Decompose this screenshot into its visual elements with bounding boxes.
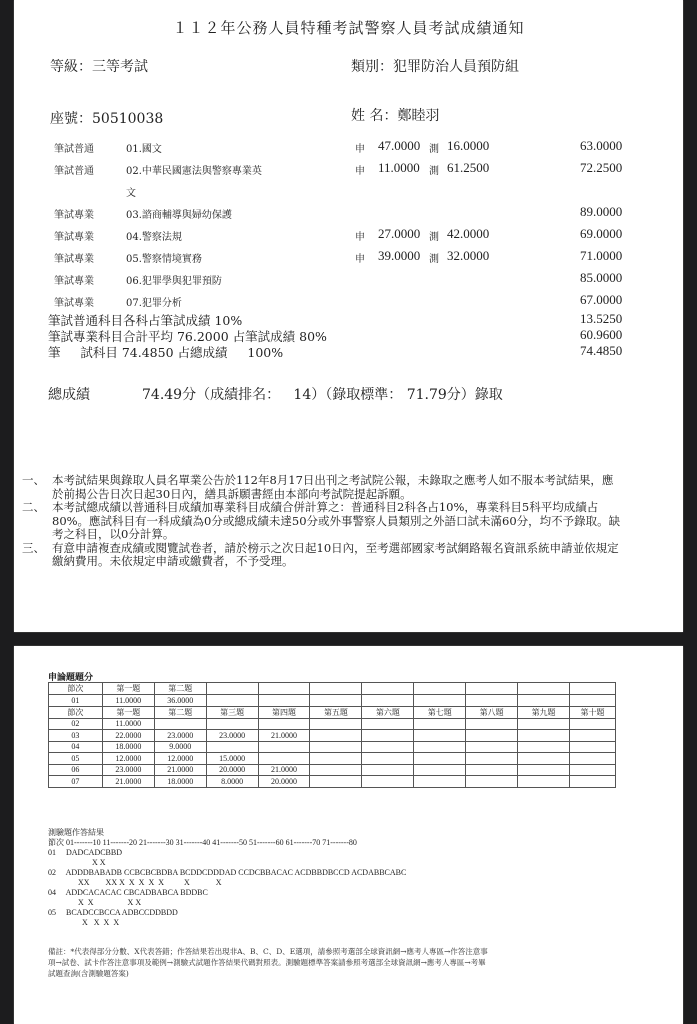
mc-row — [48, 888, 406, 908]
cell — [518, 753, 570, 765]
table-row — [49, 695, 616, 707]
candidate-name: 姓 名：鄭睦羽 — [351, 108, 440, 124]
cell — [310, 753, 362, 765]
cell — [310, 764, 362, 776]
header-cell — [466, 683, 518, 695]
cell — [570, 695, 616, 707]
essay-score: 11.0000 — [378, 160, 420, 175]
table-row — [49, 776, 616, 788]
header-cell — [258, 683, 310, 695]
header-cell: 第十題 — [570, 706, 616, 718]
cell — [258, 695, 310, 707]
mc-wrong-marks: X X X X — [76, 898, 142, 907]
mc-session: 02 — [48, 868, 56, 877]
subject-score: 69.0000 — [580, 226, 623, 241]
header-cell: 第三題 — [206, 706, 258, 718]
cell — [310, 695, 362, 707]
summary-professional-value: 60.9600 — [580, 327, 623, 342]
essay-mark: 申 — [355, 232, 365, 243]
cell — [362, 764, 414, 776]
mc-wrong-marks: X X X X — [76, 918, 120, 927]
summary-professional: 筆試專業科目合計平均 76.2000 占筆試成績 80% — [48, 329, 327, 344]
table-row — [49, 718, 616, 730]
cell — [362, 776, 414, 788]
cell: 03 — [49, 730, 103, 742]
cell — [258, 753, 310, 765]
cell — [206, 741, 258, 753]
cell — [414, 764, 466, 776]
document-title: １１２年公務人員特種考試警察人員考試成績通知 — [172, 19, 525, 37]
mc-session: 04 — [48, 888, 56, 897]
subject-name: 04.警察法規 — [126, 232, 182, 243]
essay-score: 27.0000 — [378, 226, 421, 241]
cell — [518, 776, 570, 788]
header-cell: 第八題 — [466, 706, 518, 718]
table-row — [49, 741, 616, 753]
essay-scores-table — [48, 682, 616, 788]
table-row — [49, 730, 616, 742]
cell — [362, 753, 414, 765]
summary-written-value: 74.4850 — [580, 343, 623, 358]
cell — [466, 730, 518, 742]
cell — [414, 776, 466, 788]
mc-answers: DADCADCBBD — [66, 848, 123, 857]
essay-mark: 申 — [355, 166, 365, 177]
subject-type: 筆試專業 — [54, 254, 94, 265]
header-cell: 第一題 — [102, 683, 154, 695]
header-cell — [414, 683, 466, 695]
cell: 8.0000 — [206, 776, 258, 788]
mc-row — [48, 908, 406, 928]
header-cell: 節次 — [49, 706, 103, 718]
cell: 20.0000 — [206, 764, 258, 776]
test-score: 42.0000 — [447, 226, 490, 241]
mc-answers: BCADCCBCCA ADBCCDDBDD — [66, 908, 178, 917]
cell: 06 — [49, 764, 103, 776]
mc-answers: ADDDBABADB CCBCBCBDBA BCDDCDDDAD CCDCBBACAC ACDBBDBCCD ACDABBCABC — [65, 868, 407, 877]
mc-title: 測驗題作答結果 — [48, 828, 104, 837]
cell: 36.0000 — [154, 695, 206, 707]
test-score: 16.0000 — [447, 138, 490, 153]
cell — [414, 718, 466, 730]
cell — [362, 730, 414, 742]
cell — [466, 741, 518, 753]
note-text: 本考試總成績以普通科目成績加專業科目成績合併計算之：普通科目2科各占10%，專業科目5科平均成績占80%。應試科目有一科成績為0分或總成績未達50分或外事警察人員類別之外語口試未滿60分，均不予錄取。缺考之科目，以0分計算。 — [52, 500, 621, 541]
cell — [570, 753, 616, 765]
seat-number: 座號：50510038 — [50, 111, 164, 127]
essay-score: 39.0000 — [378, 248, 421, 263]
mc-wrong-marks: X X — [76, 858, 106, 867]
cell — [310, 718, 362, 730]
note-item — [22, 474, 622, 501]
summary-general: 筆試普通科目各科占筆試成績 10% — [48, 313, 243, 328]
score-notice-page-1 — [14, 0, 683, 632]
test-mark: 測 — [429, 144, 439, 155]
cell — [466, 753, 518, 765]
header-cell: 第五題 — [310, 706, 362, 718]
exam-category: 類別：犯罪防治人員預防組 — [351, 59, 519, 75]
cell — [518, 730, 570, 742]
cell — [258, 718, 310, 730]
subject-type: 筆試專業 — [54, 232, 94, 243]
note-item — [22, 501, 622, 542]
header-cell: 第六題 — [362, 706, 414, 718]
cell — [310, 741, 362, 753]
header-cell — [362, 683, 414, 695]
cell: 15.0000 — [206, 753, 258, 765]
cell: 23.0000 — [154, 730, 206, 742]
cell — [206, 718, 258, 730]
cell: 21.0000 — [258, 764, 310, 776]
summary-general-value: 13.5250 — [580, 311, 623, 326]
header-cell — [310, 683, 362, 695]
table-header-row — [49, 706, 616, 718]
header-cell: 第二題 — [154, 683, 206, 695]
subject-score: 89.0000 — [580, 204, 623, 219]
mc-wrong-marks: XX XX X X X X X X X — [76, 878, 222, 887]
header-cell: 節次 — [49, 683, 103, 695]
subject-score: 71.0000 — [580, 248, 623, 263]
cell — [310, 730, 362, 742]
table-header-row — [49, 683, 616, 695]
subject-name: 07.犯罪分析 — [126, 298, 182, 309]
subject-type: 筆試專業 — [54, 210, 94, 221]
mc-row — [48, 848, 406, 868]
cell — [362, 741, 414, 753]
test-score: 32.0000 — [447, 248, 490, 263]
total-score-label: 總成績 — [48, 387, 90, 403]
header-cell: 第二題 — [154, 706, 206, 718]
note-marker: 三、 — [22, 540, 45, 555]
essay-mark: 申 — [355, 254, 365, 265]
table-row — [49, 753, 616, 765]
subject-name: 01.國文 — [126, 144, 162, 155]
cell: 12.0000 — [154, 753, 206, 765]
cell: 23.0000 — [206, 730, 258, 742]
cell — [414, 730, 466, 742]
subject-name: 02.中華民國憲法與警察專業英 — [126, 166, 262, 177]
cell: 12.0000 — [102, 753, 154, 765]
cell — [258, 741, 310, 753]
cell — [518, 695, 570, 707]
cell — [570, 764, 616, 776]
cell: 05 — [49, 753, 103, 765]
cell — [570, 730, 616, 742]
cell — [518, 764, 570, 776]
cell — [362, 695, 414, 707]
cell — [414, 741, 466, 753]
cell: 21.0000 — [102, 776, 154, 788]
cell: 18.0000 — [154, 776, 206, 788]
essay-score: 47.0000 — [378, 138, 421, 153]
header-cell — [206, 683, 258, 695]
header-cell — [570, 683, 616, 695]
cell: 23.0000 — [102, 764, 154, 776]
cell: 21.0000 — [154, 764, 206, 776]
essay-mark: 申 — [355, 144, 365, 155]
note-marker: 一、 — [22, 473, 45, 487]
note-item — [22, 542, 622, 569]
cell — [570, 741, 616, 753]
header-cell — [518, 683, 570, 695]
test-mark: 測 — [429, 232, 439, 243]
cell — [518, 741, 570, 753]
cell: 18.0000 — [102, 741, 154, 753]
subject-type: 筆試普通 — [54, 166, 94, 177]
cell — [466, 776, 518, 788]
cell: 11.0000 — [102, 695, 154, 707]
mc-session: 01 — [48, 848, 56, 857]
cell: 9.0000 — [154, 741, 206, 753]
remark-text: 備註：*代表得部分分數、X代表答錯；作答結果若出現非A、B、C、D、E選項，請參照考選部全球資訊網→應考人專區→作答注意事項→試卷、試卡作答注意事項及範例→測驗式試題作答結果代碼對照表。測驗題標準答案請參照考選部全球資訊網→應考人專區→考畢試題查詢(含測驗題答案) — [48, 947, 488, 978]
subject-name: 03.諮商輔導與婦幼保護 — [126, 210, 232, 221]
header-cell: 第四題 — [258, 706, 310, 718]
cell — [570, 718, 616, 730]
cell: 11.0000 — [102, 718, 154, 730]
subject-score: 72.2500 — [580, 160, 623, 175]
notes-section — [22, 474, 622, 569]
note-text: 有意申請複查成績或閱覽試卷者，請於榜示之次日起10日內，至考選部國家考試網路報名資訊系統申請並依規定繳納費用。未依規定申請或繳費者，不予受理。 — [52, 540, 619, 568]
cell — [414, 753, 466, 765]
mc-results — [48, 828, 406, 928]
header-cell: 第七題 — [414, 706, 466, 718]
subject-score: 67.0000 — [580, 292, 623, 307]
score-notice-page-2 — [14, 646, 683, 1024]
mc-session: 05 — [48, 908, 56, 917]
cell — [414, 695, 466, 707]
cell — [466, 695, 518, 707]
mc-answers: ADDCACACAC CBCADBABCA BDDBC — [65, 888, 208, 897]
cell: 01 — [49, 695, 103, 707]
cell: 22.0000 — [102, 730, 154, 742]
mc-row — [48, 868, 406, 888]
header-cell: 第一題 — [102, 706, 154, 718]
subject-score: 63.0000 — [580, 138, 623, 153]
cell: 02 — [49, 718, 103, 730]
cell — [570, 776, 616, 788]
total-score-text: 74.49分（成績排名： 14）（錄取標準： 71.79分）錄取 — [142, 387, 503, 403]
cell — [206, 695, 258, 707]
subject-name: 06.犯罪學與犯罪預防 — [126, 276, 222, 287]
cell: 21.0000 — [258, 730, 310, 742]
exam-grade: 等級：三等考試 — [50, 59, 148, 75]
mc-header: 節次 01-------10 11-------20 21-------30 31-------40 41-------50 51-------60 61-------70 71-------80 — [48, 838, 357, 847]
cell: 07 — [49, 776, 103, 788]
cell — [362, 718, 414, 730]
cell — [154, 718, 206, 730]
test-mark: 測 — [429, 166, 439, 177]
summary-written: 筆 試科目 74.4850 占總成績 100% — [48, 345, 284, 360]
note-marker: 二、 — [22, 500, 45, 514]
subject-type: 筆試普通 — [54, 144, 94, 155]
cell — [310, 776, 362, 788]
note-text: 本考試結果與錄取人員名單業公告於112年8月17日出刊之考試院公報，未錄取之應考人如不服本考試結果，應於前揭公告日次日起30日內，繕具訴願書經由本部向考試院提起訴願。 — [52, 473, 614, 501]
test-score: 61.2500 — [447, 160, 490, 175]
cell — [518, 718, 570, 730]
cell — [466, 718, 518, 730]
subject-name-cont: 文 — [126, 188, 136, 199]
cell — [466, 764, 518, 776]
test-mark: 測 — [429, 254, 439, 265]
cell: 04 — [49, 741, 103, 753]
essay-scores-title: 申論題題分 — [48, 673, 94, 683]
subject-type: 筆試專業 — [54, 276, 94, 287]
header-cell: 第九題 — [518, 706, 570, 718]
table-row — [49, 764, 616, 776]
subject-type: 筆試專業 — [54, 298, 94, 309]
subject-name: 05.警察情境實務 — [126, 254, 202, 265]
subject-score: 85.0000 — [580, 270, 623, 285]
cell: 20.0000 — [258, 776, 310, 788]
